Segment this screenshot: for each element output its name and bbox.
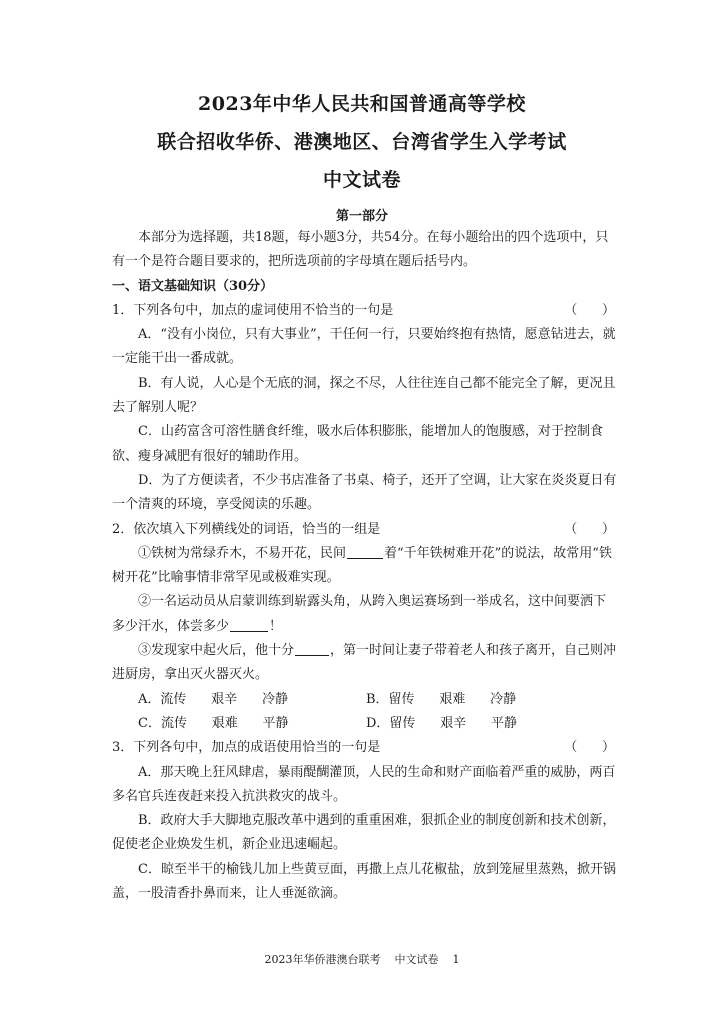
question-2-options-row-2 [112,712,617,736]
question-3-stem: 3．下列各句中，加点的成语使用恰当的一句是 [112,740,381,756]
question-1-stem-row [112,299,617,323]
answer-paren-1: （ ） [564,302,615,318]
question-1-option-a: A．“没有小岗位，只有大事业”，干任何一行，只要始终抱有热情，愿意钻进去，就一定能干出一番成就。 [112,327,616,367]
question-2-option-b: B．留传 艰难 冷静 [366,691,517,707]
sentence-1-part-a: ①铁树为常绿乔木，不易开花，民间 [138,545,347,561]
question-2-stem-row [112,518,617,542]
question-1-stem: 1．下列各句中，加点的虚词使用不恰当的一句是 [112,302,394,318]
question-3-option-c: C．晾至半干的榆钱儿加上些黄豆面，再撒上点儿花椒盐，放到笼屉里蒸熟，掀开锅盖，一股清香扑鼻而来，让人垂涎欲滴。 [112,861,616,902]
question-1-option-b: B．有人说，人心是个无底的洞，探之不尽，人往往连自己都不能完全了解，更况且去了解别人呢？ [112,375,616,416]
question-2-sentence-1 [112,542,617,591]
part-title: 第一部分 [335,209,388,224]
question-1-option-c: C．山药富含可溶性膳食纤维，吸水后体积膨胀，能增加人的饱腹感，对于控制食欲、瘦身减肥有很好的辅助作用。 [112,424,603,464]
question-3-option-a: A．那天晚上狂风肆虐，暴雨醍醐灌顶，人民的生命和财产面临着严重的威胁，两百多名官兵连夜赶来投入抗洪救灾的战斗。 [112,764,616,804]
question-2-sentence-2 [112,590,617,639]
fill-blank-3 [295,641,329,656]
fill-blank-2 [230,617,268,632]
sentence-1-part-b: 着“千年铁树难开花”的说法，故常用“铁树开花”比喻事情非常罕见或极难实现。 [112,545,612,586]
part-intro: 本部分为选择题，共18题，每小题3分，共54分。在每小题给出的四个选项中，只有一个是符合题目要求的，把所选项前的字母填在题后括号内。 [112,230,609,270]
question-2-stem: 2．依次填入下列横线处的词语，恰当的一组是 [112,521,381,537]
answer-paren-2: （ ） [564,521,615,537]
sentence-2-part-a: ②一名运动员从启蒙训练到崭露头角，从跨入奥运赛场到一举成名，这中间要洒下多少汗水，体尝多少 [112,594,607,634]
section-heading: 一、语文基础知识（30分） [112,278,274,294]
fill-blank-1 [347,544,383,559]
exam-title-line2: 联合招收华侨、港澳地区、台湾省学生入学考试 [157,131,567,153]
question-1-option-d: D．为了方便读者，不少书店准备了书桌、椅子，还开了空调，让大家在炎炎夏日有一个清爽的环境，享受阅读的乐趣。 [112,472,617,513]
question-2-sentence-3 [112,639,617,688]
page-footer: 2023年华侨港澳台联考 中文试卷 1 [264,953,460,966]
sentence-2-part-b: ！ [269,618,283,634]
exam-body [112,226,617,906]
question-2-option-c: C．流传 艰难 平静 [138,715,289,731]
exam-title-line1: 2023年中华人民共和国普通高等学校 [198,93,526,115]
exam-title-line3: 中文试卷 [322,169,401,191]
question-3-option-b: B．政府大手大脚地克服改革中遇到的重重困难，狠抓企业的制度创新和技术创新，促使老企业焕发生机，新企业迅速崛起。 [112,813,616,853]
question-2-option-d: D．留传 艰辛 平静 [366,715,518,731]
question-2-option-a: A．流传 艰辛 冷静 [138,691,288,707]
question-2-options-row-1 [112,688,617,712]
question-3-stem-row [112,736,617,760]
sentence-3-part-a: ③发现家中起火后，他十分 [138,643,295,659]
answer-paren-3: （ ） [564,740,615,756]
sentence-3-part-b: ，第一时间让妻子带着老人和孩子离开，自己则冲进厨房，拿出灭火器灭火。 [112,643,617,683]
